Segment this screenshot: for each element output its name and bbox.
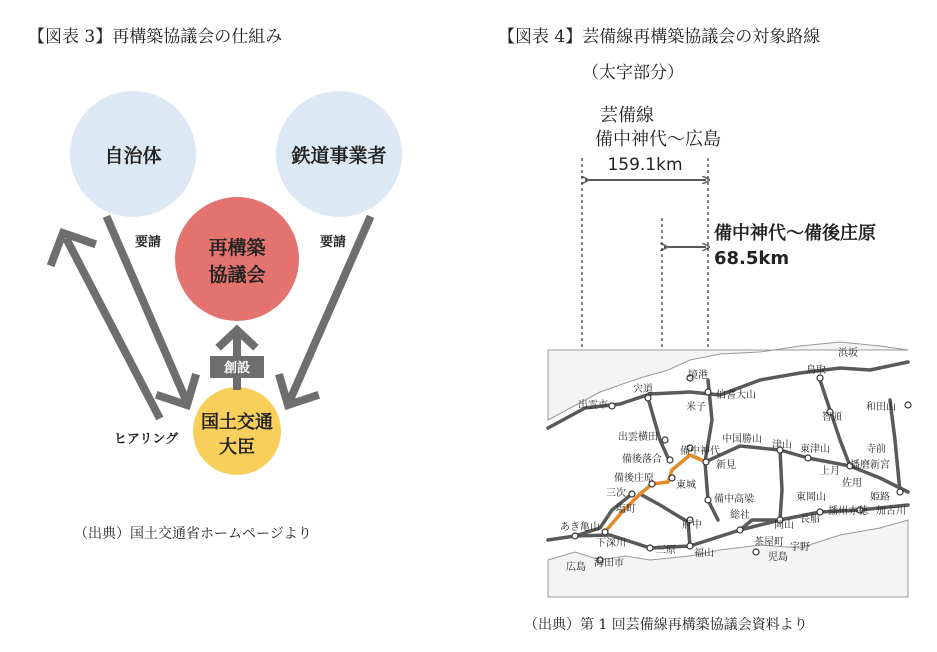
station-kozuki: 上月 xyxy=(820,466,840,477)
establish-label: 創設 xyxy=(223,361,251,376)
segment-target-km: 68.5km xyxy=(714,248,790,269)
station-himeji: 姫路 xyxy=(870,492,890,503)
request-label-right: 要請 xyxy=(319,235,347,250)
station-izumoshi: 出雲市 xyxy=(578,400,608,411)
council-circle xyxy=(175,197,299,321)
station-chugokukatsuyama: 中国勝山 xyxy=(722,434,762,445)
station-higashitsuyama: 東津山 xyxy=(800,444,830,455)
station-bingoochiai: 備後落合 xyxy=(622,454,662,465)
station-niimi: 新見 xyxy=(716,460,736,471)
station-okayama: 岡山 xyxy=(774,520,794,531)
station-fukuyama: 福山 xyxy=(694,548,714,559)
line-name: 芸備線 xyxy=(600,105,654,126)
hearing-label: ヒアリング xyxy=(113,432,179,447)
minister-label-line2: 大臣 xyxy=(219,437,255,458)
station-kakogawa: 加古川 xyxy=(876,506,906,517)
route-map xyxy=(548,342,911,597)
station-tojo: 東城 xyxy=(676,480,696,491)
fig4-diagram xyxy=(548,105,911,597)
station-akikameyama: あき亀山 xyxy=(560,522,600,533)
segment-target: 備中神代～備後庄原 xyxy=(714,223,876,244)
station-hokidaisen: 伯耆大山 xyxy=(716,390,756,401)
council-label-line1: 再構築 xyxy=(208,237,266,259)
station-kaitaichi: 海田市 xyxy=(594,558,624,569)
station-soja: 総社 xyxy=(730,510,750,521)
segment-full: 備中神代～広島 xyxy=(595,129,721,150)
station-banshuako: 播州赤穂 xyxy=(828,506,868,517)
station-hiroshima: 広島 xyxy=(566,562,586,573)
station-bingoshobara: 備後庄原 xyxy=(614,473,654,484)
council-label-line2: 協議会 xyxy=(208,264,266,286)
station-kojima: 児島 xyxy=(768,552,788,563)
station-shimofukawa: 下深川 xyxy=(596,538,626,549)
station-sakaiminato: 境港 xyxy=(688,370,708,381)
fig4-subtitle: （太字部分） xyxy=(582,63,684,83)
hearing-arrow xyxy=(52,233,158,415)
station-izumoyokota: 出雲横田 xyxy=(618,432,658,443)
station-shinji: 宍道 xyxy=(633,384,653,395)
minister-label-line1: 国土交通 xyxy=(201,412,273,433)
fig3-title: 【図表 3】再構築協議会の仕組み xyxy=(28,27,283,47)
station-mihara: 三原 xyxy=(656,545,676,556)
station-harimashingu: 播磨新宮 xyxy=(850,460,890,471)
station-sayo: 佐用 xyxy=(842,478,862,489)
station-chayamachi: 茶屋町 xyxy=(754,537,784,548)
fig3-diagram xyxy=(52,91,402,475)
station-teramae: 寺前 xyxy=(866,444,886,455)
station-bitchutakahashi: 備中高梁 xyxy=(714,494,754,505)
tsuyama-line xyxy=(780,450,782,520)
station-bitchukojiro: 備中神代 xyxy=(680,446,720,457)
municipality-label: 自治体 xyxy=(104,145,162,167)
segment-full-km: 159.1km xyxy=(607,155,683,175)
station-osafune: 長船 xyxy=(800,514,820,525)
station-fuchu: 府中 xyxy=(682,520,702,531)
fig3-source: （出典）国土交通省ホームページより xyxy=(74,526,312,542)
station-chizu: 智頭 xyxy=(822,412,842,423)
station-higashiokayama: 東岡山 xyxy=(796,492,826,503)
request-label-left: 要請 xyxy=(134,235,162,250)
station-tsuyama: 津山 xyxy=(772,440,792,451)
station-miyoshi: 三次 xyxy=(606,488,626,499)
station-wadayama: 和田山 xyxy=(866,402,896,413)
railway-operator-label: 鉄道事業者 xyxy=(291,145,387,167)
station-hamasaka: 浜坂 xyxy=(838,348,858,359)
fig4-source: （出典）第 1 回芸備線再構築協議会資料より xyxy=(524,617,808,633)
station-tottori: 鳥取 xyxy=(806,365,826,376)
station-shiomachi: 塩町 xyxy=(616,504,636,515)
fig4-title: 【図表 4】芸備線再構築協議会の対象路線 xyxy=(498,27,821,47)
station-yonago: 米子 xyxy=(686,402,706,413)
station-uno: 宇野 xyxy=(790,542,810,553)
